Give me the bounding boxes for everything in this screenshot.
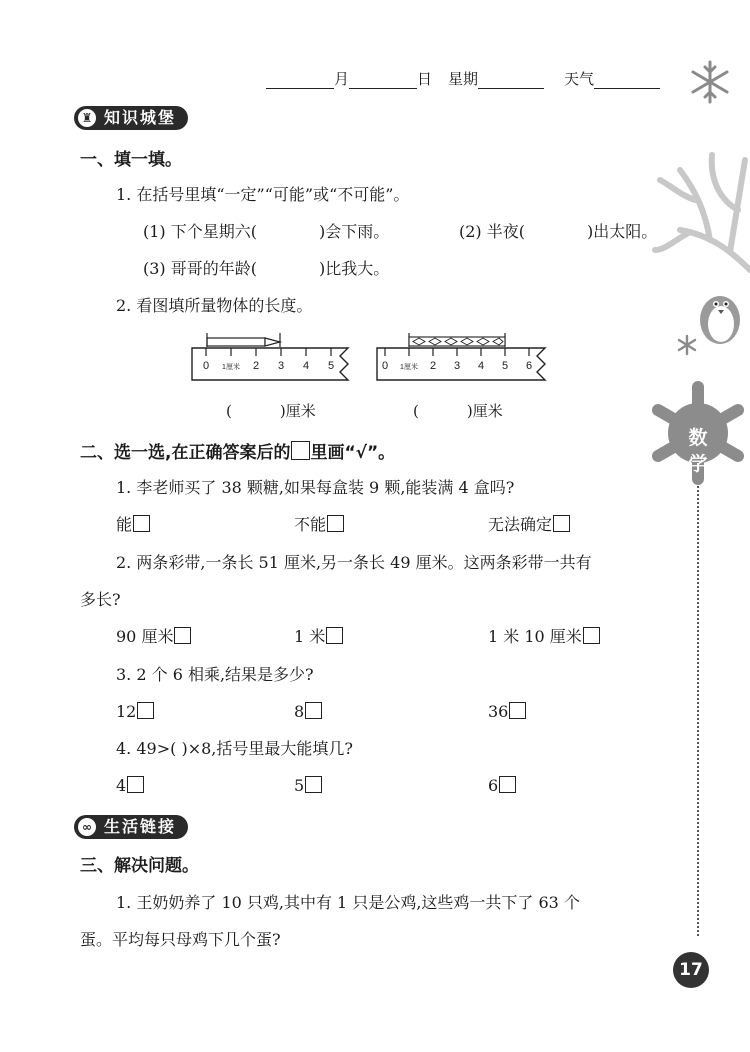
section2-q4-text: 4. 49>( )×8,括号里最大能填几?: [116, 739, 353, 758]
section3-heading: 三、解决问题。: [80, 856, 199, 876]
ruler-with-ribbon: [375, 330, 555, 386]
ruler1-label: 1厘米: [222, 364, 240, 371]
link-icon: ∞: [78, 818, 96, 836]
q1-option-3: 无法确定: [488, 515, 570, 535]
section1-q2-text: 2. 看图填所量物体的长度。: [116, 296, 313, 315]
ruler1-answer: ( )厘米: [226, 402, 316, 420]
section2-q2-text-line1: 2. 两条彩带,一条长 51 厘米,另一条长 49 厘米。这两条彩带一共有: [116, 553, 592, 572]
small-snowflake-icon: [676, 334, 698, 356]
q2-option-2-checkbox[interactable]: [326, 627, 343, 644]
section2-q3-text: 3. 2 个 6 相乘,结果是多少?: [116, 665, 314, 684]
q2-option-3: 1 米 10 厘米: [488, 627, 600, 647]
ruler2-label: 0: [381, 360, 389, 372]
q1-option-2-checkbox[interactable]: [327, 515, 344, 532]
day-blank[interactable]: [349, 72, 417, 89]
knowledge-castle-badge: [74, 106, 188, 130]
heading-checkbox-example: [291, 441, 310, 460]
ruler1-label: 4: [302, 360, 310, 372]
q1-option-3-checkbox[interactable]: [553, 515, 570, 532]
q4-option-3: 6: [488, 776, 516, 796]
section1-q1-a: (1) 下个星期六( )会下雨。: [143, 222, 390, 241]
q4-option-3-checkbox[interactable]: [499, 776, 516, 793]
ruler2-label: 4: [477, 360, 485, 372]
ruler2-label: 2: [429, 360, 437, 372]
q2-option-3-checkbox[interactable]: [583, 627, 600, 644]
snowflake-top-icon: [686, 58, 734, 106]
dotted-margin-line: [697, 486, 699, 936]
winter-tree-decoration: [650, 140, 750, 280]
ruler2-label: 1厘米: [400, 364, 418, 371]
subject-tab-label-2: 学: [688, 453, 708, 475]
subject-tab-label-1: 数: [688, 427, 708, 449]
ruler1-label: 3: [277, 360, 285, 372]
section3-q1-line1: 1. 王奶奶养了 10 只鸡,其中有 1 只是公鸡,这些鸡一共下了 63 个: [116, 893, 580, 912]
section2-q2-text-line2: 多长?: [80, 590, 121, 609]
ruler2-answer: ( )厘米: [413, 402, 503, 420]
section2-q1-text: 1. 李老师买了 38 颗糖,如果每盒装 9 颗,能装满 4 盒吗?: [116, 478, 515, 497]
ruler1-label: 0: [202, 360, 210, 372]
q4-option-1: 4: [116, 776, 144, 796]
section3-q1-line2: 蛋。平均每只母鸡下几个蛋?: [80, 930, 281, 949]
q1-option-1-checkbox[interactable]: [133, 515, 150, 532]
ruler2-label: 5: [501, 360, 509, 372]
ruler-with-pencil: [190, 330, 360, 386]
q1-option-2: 不能: [294, 515, 344, 535]
section1-heading: 一、填一填。: [80, 150, 182, 170]
section1-q1-b: (2) 半夜( )出太阳。: [459, 222, 658, 241]
life-link-badge: [74, 815, 188, 839]
castle-icon: ♜: [78, 109, 96, 127]
ruler1-label: 5: [327, 360, 335, 372]
weather-blank[interactable]: [594, 72, 660, 89]
date-weather-header: [266, 69, 660, 89]
q1-option-1: 能: [116, 515, 150, 535]
life-link-label: 生活链接: [104, 817, 177, 836]
weekday-blank[interactable]: [478, 72, 544, 89]
month-label: 月: [334, 70, 350, 88]
section2-heading: 二、选一选,在正确答案后的 里画“√”。: [80, 443, 396, 463]
ribbon-icon: [409, 333, 505, 347]
q3-option-2: 8: [294, 702, 322, 722]
q3-option-1: 12: [116, 702, 154, 722]
q3-option-3: 36: [488, 702, 526, 722]
month-blank[interactable]: [266, 72, 334, 89]
q2-option-2: 1 米: [294, 627, 343, 647]
weather-label: 天气: [564, 70, 595, 88]
q3-option-3-checkbox[interactable]: [509, 702, 526, 719]
ruler1-label: 2: [252, 360, 260, 372]
page-number: 17: [673, 952, 709, 988]
q2-option-1-checkbox[interactable]: [174, 627, 191, 644]
q3-option-2-checkbox[interactable]: [305, 702, 322, 719]
ruler2-label: 6: [525, 360, 533, 372]
knowledge-castle-label: 知识城堡: [104, 108, 177, 127]
q4-option-2-checkbox[interactable]: [305, 776, 322, 793]
section1-q1-text: 1. 在括号里填“一定”“可能”或“不可能”。: [116, 185, 410, 204]
pencil-icon: [207, 333, 280, 347]
q3-option-1-checkbox[interactable]: [137, 702, 154, 719]
q2-option-1: 90 厘米: [116, 627, 191, 647]
penguin-icon: [695, 284, 745, 346]
section1-q1-c: (3) 哥哥的年龄( )比我大。: [143, 259, 390, 278]
q4-option-2: 5: [294, 776, 322, 796]
weekday-label: 星期: [448, 70, 479, 88]
ruler2-label: 3: [453, 360, 461, 372]
day-label: 日: [417, 70, 433, 88]
q4-option-1-checkbox[interactable]: [127, 776, 144, 793]
